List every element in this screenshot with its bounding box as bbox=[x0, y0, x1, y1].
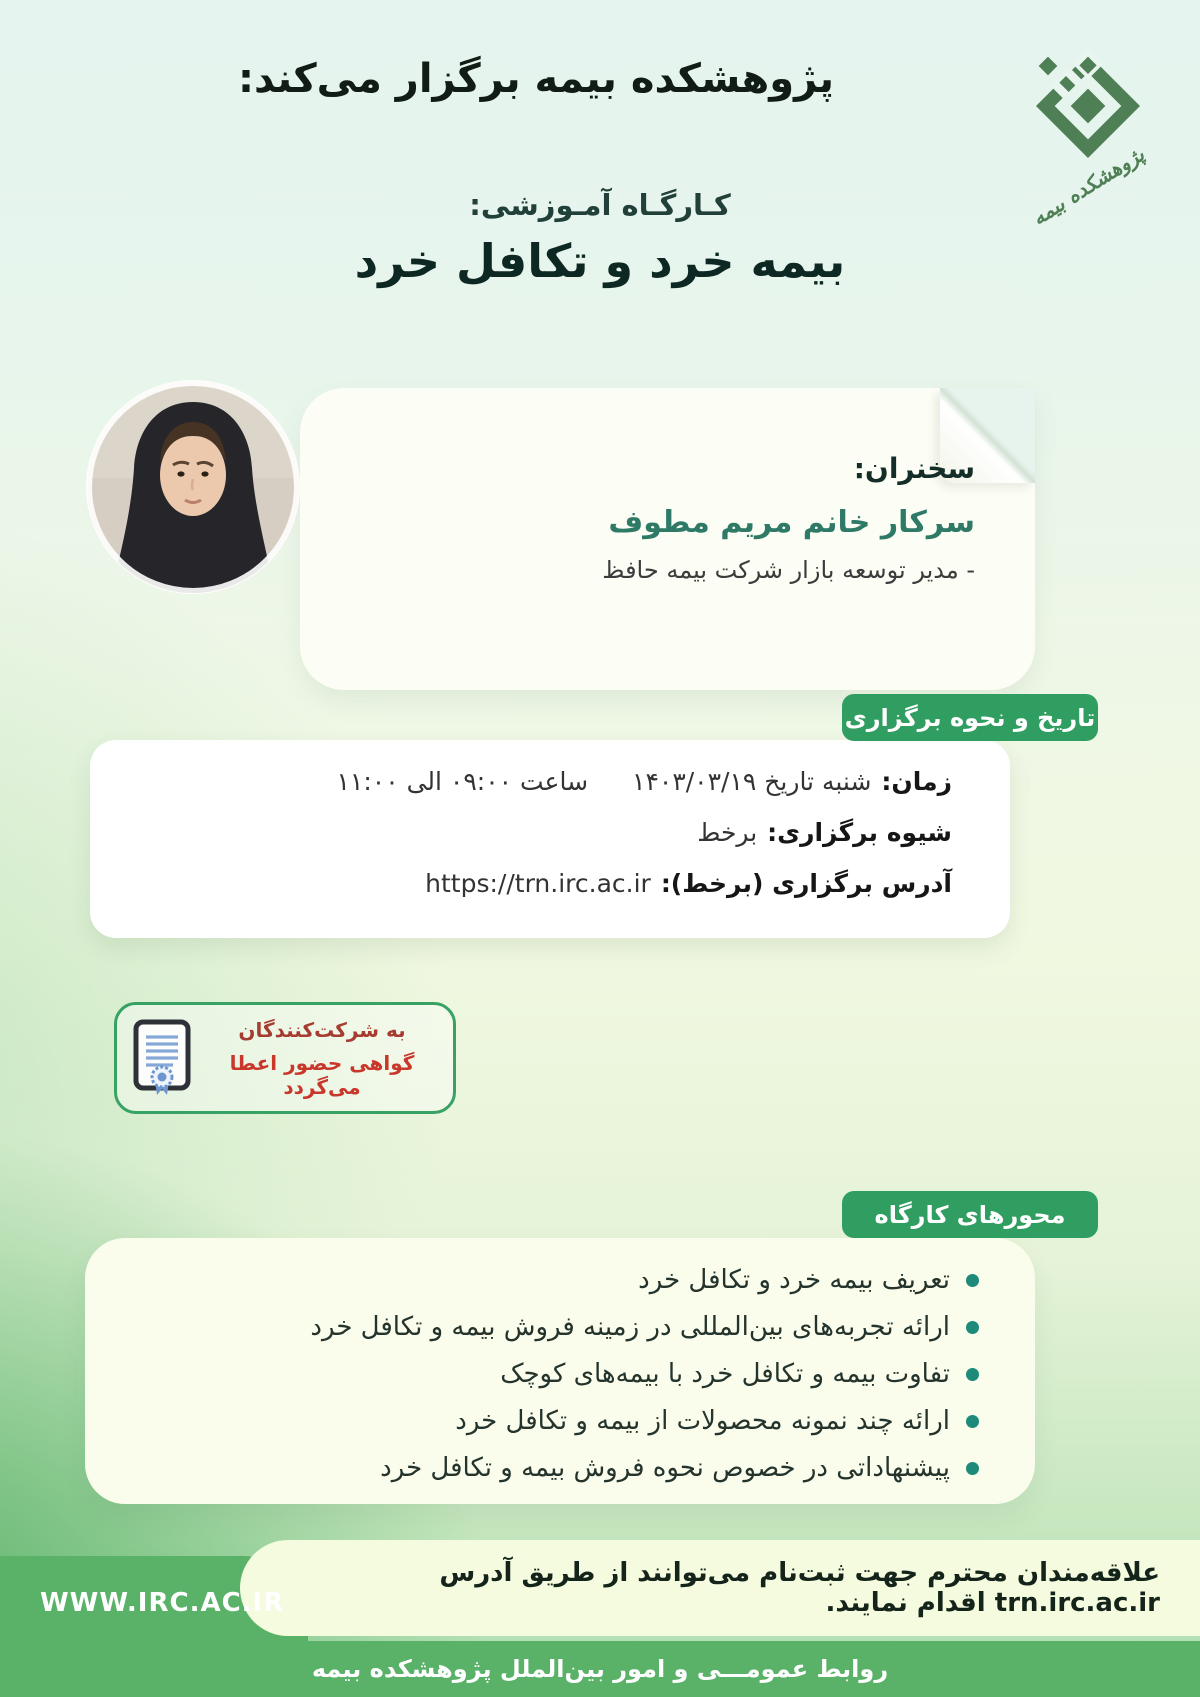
certificate-line1: به شرکت‌کنندگان bbox=[238, 1017, 406, 1042]
speaker-section-label: سخنران: bbox=[853, 452, 975, 485]
topic-bullet-icon bbox=[966, 1368, 979, 1381]
speaker-portrait-icon bbox=[84, 378, 302, 596]
workshop-title: بیمه خرد و تکافل خرد bbox=[354, 234, 846, 288]
registration-note-band: علاقه‌مندان محترم جهت ثبت‌نام می‌توانند از طریق آدرس trn.irc.ac.ir اقدام نمایند. bbox=[240, 1540, 1200, 1636]
topic-text: تعریف بیمه خرد و تکافل خرد bbox=[638, 1265, 950, 1295]
topic-item bbox=[141, 1265, 979, 1295]
schedule-section-tab: تاریخ و نحوه برگزاری bbox=[842, 694, 1098, 741]
topic-bullet-icon bbox=[966, 1415, 979, 1428]
workshop-type-label: کـارگـاه آمـوزشی: bbox=[469, 188, 731, 222]
certificate-line2: گواهی حضور اعطا می‌گردد bbox=[229, 1050, 415, 1099]
topics-card bbox=[85, 1238, 1035, 1504]
topic-text: ارائه چند نمونه محصولات از بیمه و تکافل خرد bbox=[455, 1406, 950, 1436]
time-hours: ساعت ۰۹:۰۰ الی ۱۱:۰۰ bbox=[336, 767, 589, 796]
time-label: زمان: bbox=[881, 767, 952, 796]
time-value: شنبه تاریخ ۱۴۰۳/۰۳/۱۹ bbox=[632, 767, 872, 796]
address-label: آدرس برگزاری (برخط): bbox=[660, 869, 952, 898]
bottom-credit-bar: روابط عمومـــی و امور بین‌الملل پژوهشکده بیمه bbox=[0, 1641, 1200, 1697]
method-value: برخط bbox=[697, 818, 758, 847]
certificate-icon bbox=[133, 1019, 191, 1097]
schedule-address-row bbox=[148, 869, 952, 898]
schedule-card bbox=[90, 740, 1010, 938]
topic-text: تفاوت بیمه و تکافل خرد با بیمه‌های کوچک bbox=[500, 1359, 950, 1389]
logo-caption: پژوهشکده بیمه bbox=[1027, 142, 1149, 230]
topic-text: پیشنهاداتی در خصوص نحوه فروش بیمه و تکافل خرد bbox=[380, 1453, 950, 1483]
schedule-time-row bbox=[148, 767, 952, 796]
topic-text: ارائه تجربه‌های بین‌المللی در زمینه فروش بیمه و تکافل خرد bbox=[310, 1312, 950, 1342]
certificate-text bbox=[207, 1018, 437, 1099]
header-presents-line: پژوهشکده بیمه برگزار می‌کند: bbox=[237, 56, 835, 102]
address-url: https://trn.irc.ac.ir bbox=[425, 869, 651, 898]
speaker-info-block bbox=[602, 452, 975, 584]
topic-bullet-icon bbox=[966, 1321, 979, 1334]
method-label: شیوه برگزاری: bbox=[767, 818, 952, 847]
speaker-role: - مدیر توسعه بازار شرکت بیمه حافظ bbox=[602, 556, 975, 584]
speaker-name: سرکار خانم مریم مطوف bbox=[608, 505, 975, 540]
speaker-photo bbox=[84, 378, 302, 596]
topic-bullet-icon bbox=[966, 1274, 979, 1287]
topic-item bbox=[141, 1359, 979, 1389]
topic-item bbox=[141, 1406, 979, 1436]
certificate-badge bbox=[114, 1002, 456, 1114]
topic-item bbox=[141, 1312, 979, 1342]
topics-section-tab: محورهای کارگاه bbox=[842, 1191, 1098, 1238]
topic-bullet-icon bbox=[966, 1462, 979, 1475]
website-url: WWW.IRC.AC.IR bbox=[40, 1588, 285, 1618]
topic-item bbox=[141, 1453, 979, 1483]
schedule-method-row bbox=[148, 818, 952, 847]
